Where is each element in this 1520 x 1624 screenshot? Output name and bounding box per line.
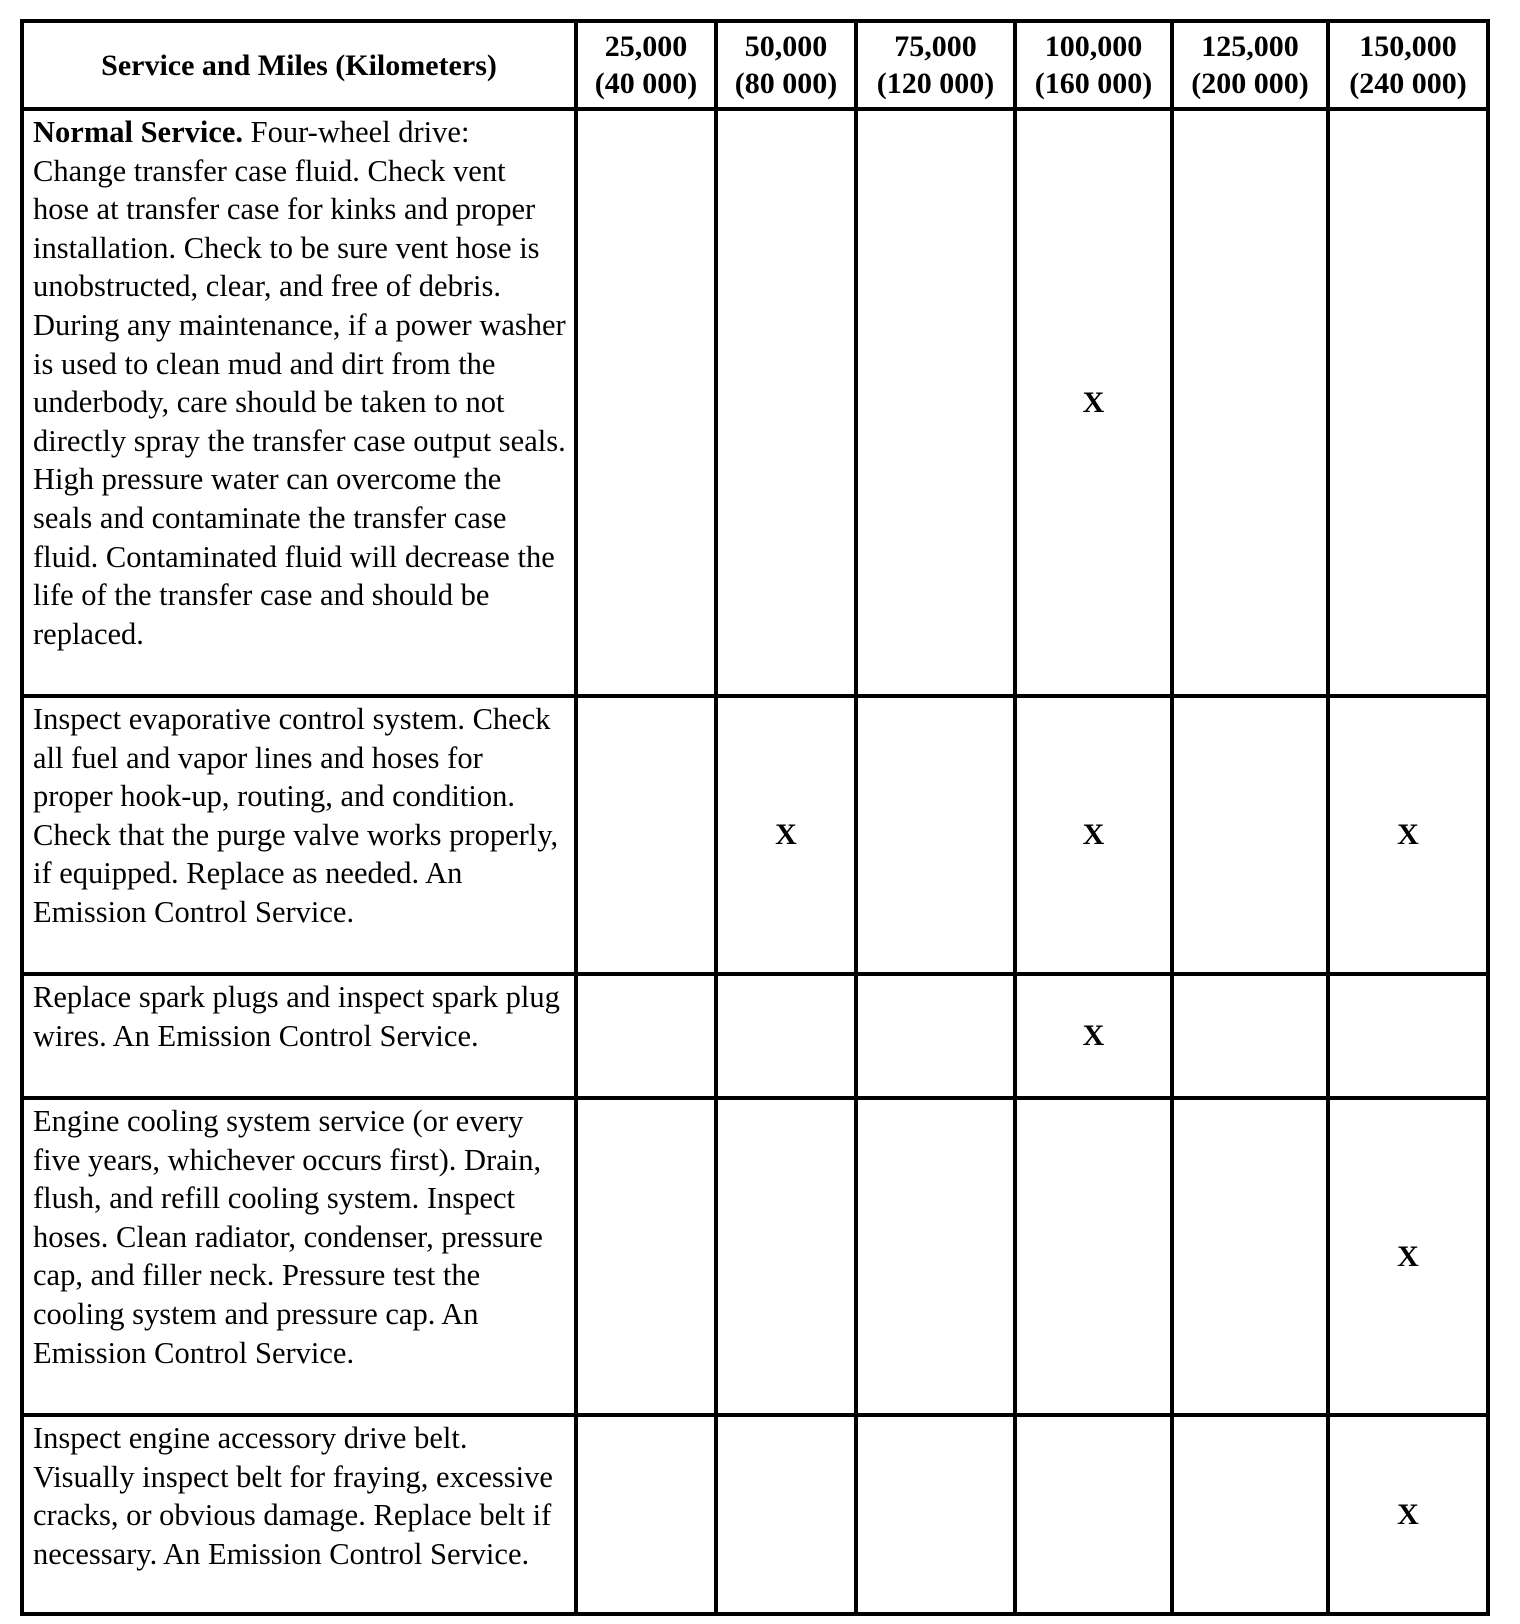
interval-mark: [1328, 109, 1488, 696]
interval-header: 100,000 (160 000): [1015, 21, 1172, 109]
interval-mark: X: [1015, 974, 1172, 1098]
service-description: [22, 1415, 576, 1614]
interval-mark: [1172, 974, 1328, 1098]
interval-mark: X: [1328, 1098, 1488, 1415]
interval-mark: [716, 109, 856, 696]
interval-mark: [576, 974, 716, 1098]
interval-header: 150,000 (240 000): [1328, 21, 1488, 109]
interval-mark: [856, 109, 1015, 696]
interval-mark: [1172, 1415, 1328, 1614]
interval-header: 75,000 (120 000): [856, 21, 1015, 109]
interval-mark: X: [1328, 1415, 1488, 1614]
service-text: Inspect engine accessory drive belt. Visually inspect belt for fraying, excessive cracks, or obvious damage. Replace belt if necessary. An Emission Control Service.: [33, 1421, 553, 1571]
interval-mark: [716, 974, 856, 1098]
service-description: [22, 1098, 576, 1415]
table-row: [22, 974, 1488, 1098]
service-column-header: Service and Miles (Kilometers): [22, 21, 576, 109]
header-row: [22, 21, 1488, 109]
interval-header: 25,000 (40 000): [576, 21, 716, 109]
table-row: [22, 1415, 1488, 1614]
interval-mark: X: [1015, 696, 1172, 974]
interval-mark: [716, 1098, 856, 1415]
interval-mark: [856, 696, 1015, 974]
interval-mark: [576, 109, 716, 696]
interval-mark: [576, 1098, 716, 1415]
interval-mark: [716, 1415, 856, 1614]
maintenance-schedule-table: [20, 19, 1490, 1616]
service-title: Normal Service.: [33, 115, 244, 149]
service-text: Inspect evaporative control system. Check all fuel and vapor lines and hoses for proper hook-up, routing, and condition. Check that the purge valve works properly, if equipped. Replace as needed. An Emission Control Service.: [33, 702, 559, 929]
service-description: [22, 109, 576, 696]
interval-mark: [576, 1415, 716, 1614]
interval-mark: [1172, 1098, 1328, 1415]
interval-mark: [856, 1415, 1015, 1614]
table-row: [22, 1098, 1488, 1415]
interval-mark: [576, 696, 716, 974]
service-text: Engine cooling system service (or every five years, whichever occurs first). Drain, flush, and refill cooling system. Inspect hoses. Clean radiator, condenser, pressure cap, and filler neck. Pressure test the cooling system and pressure cap. An Emission Control Service.: [33, 1104, 543, 1370]
interval-mark: [1015, 1098, 1172, 1415]
interval-mark: X: [1328, 696, 1488, 974]
service-text: Four-wheel drive: Change transfer case fluid. Check vent hose at transfer case for kinks and proper installation. Check to be sure vent hose is unobstructed, clear, and free of debris. During any maintenance, if a power washer is used to clean mud and dirt from the underbody, care should be taken to not directly spray the transfer case output seals. High pressure water can overcome the seals and contaminate the transfer case fluid. Contaminated fluid will decrease the life of the transfer case and should be replaced.: [33, 115, 566, 651]
interval-mark: X: [716, 696, 856, 974]
interval-mark: [856, 1098, 1015, 1415]
interval-mark: [1015, 1415, 1172, 1614]
interval-mark: [856, 974, 1015, 1098]
interval-mark: X: [1015, 109, 1172, 696]
table-row: [22, 696, 1488, 974]
interval-header: 125,000 (200 000): [1172, 21, 1328, 109]
interval-mark: [1172, 696, 1328, 974]
interval-mark: [1172, 109, 1328, 696]
service-text: Replace spark plugs and inspect spark plug wires. An Emission Control Service.: [33, 980, 560, 1053]
service-description: [22, 974, 576, 1098]
interval-mark: [1328, 974, 1488, 1098]
interval-header: 50,000 (80 000): [716, 21, 856, 109]
service-description: [22, 696, 576, 974]
table-row: [22, 109, 1488, 696]
